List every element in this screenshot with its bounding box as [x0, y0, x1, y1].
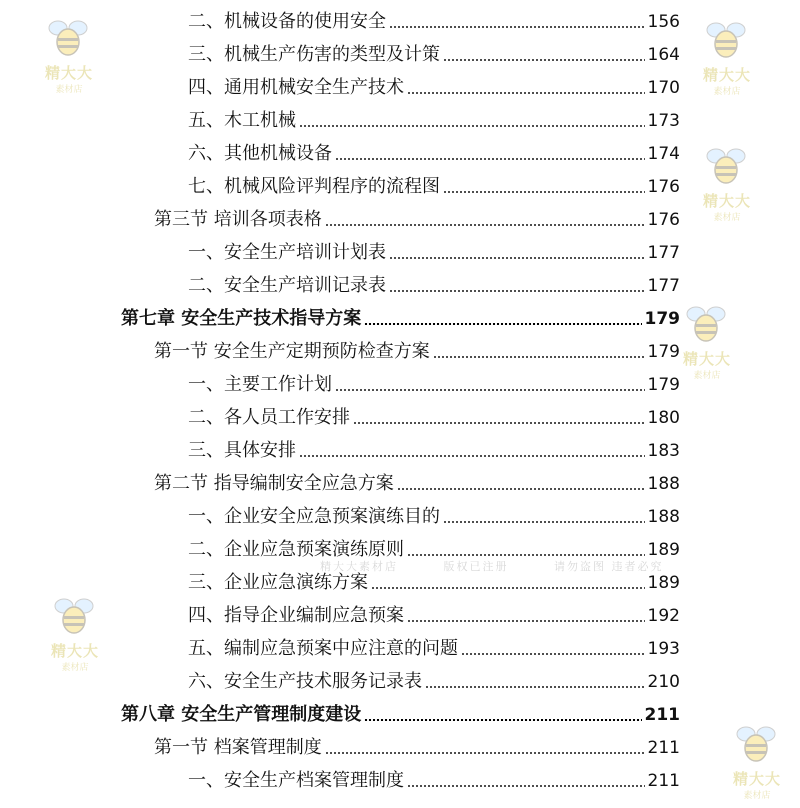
toc-entry-title: 二、企业应急预案演练原则 — [188, 539, 404, 560]
toc-entry-page: 179 — [644, 309, 680, 329]
toc-entry-page: 188 — [647, 507, 680, 527]
dot-leader — [364, 719, 641, 721]
toc-entry-title: 六、其他机械设备 — [188, 143, 332, 164]
toc-entry-page: 179 — [647, 375, 680, 395]
toc-entry-page: 170 — [647, 78, 680, 98]
dot-leader — [389, 26, 645, 28]
toc-entry-title: 五、木工机械 — [188, 110, 296, 131]
toc-entry-page: 164 — [647, 45, 680, 65]
toc-entry-page: 211 — [647, 738, 680, 758]
toc-entry-title: 一、安全生产培训计划表 — [188, 242, 386, 263]
toc-entry-section[interactable] — [154, 330, 680, 363]
toc-entry-title: 第八章 安全生产管理制度建设 — [121, 704, 362, 725]
toc-entry-item[interactable] — [188, 33, 680, 66]
dot-leader — [407, 92, 645, 94]
toc-entry-item[interactable] — [188, 594, 680, 627]
dot-leader — [335, 389, 645, 391]
toc-entry-page: 193 — [647, 639, 680, 659]
toc-entry-title: 一、企业安全应急预案演练目的 — [188, 506, 440, 527]
toc-entry-chapter[interactable] — [121, 693, 680, 726]
toc-entry-item[interactable] — [188, 99, 680, 132]
dot-leader — [407, 785, 645, 787]
toc-entry-title: 五、编制应急预案中应注意的问题 — [188, 638, 458, 659]
toc-entry-item[interactable] — [188, 396, 680, 429]
toc-entry-title: 第七章 安全生产技术指导方案 — [121, 308, 362, 329]
toc-entry-page: 176 — [647, 177, 680, 197]
toc-entry-item[interactable] — [188, 165, 680, 198]
toc-entry-title: 七、机械风险评判程序的流程图 — [188, 176, 440, 197]
toc-entry-section[interactable] — [154, 462, 680, 495]
dot-leader — [299, 455, 645, 457]
toc-entry-page: 156 — [647, 12, 680, 32]
dot-leader — [443, 59, 645, 61]
toc-entry-item[interactable] — [188, 528, 680, 561]
watermark-sub: 素材店 — [713, 87, 741, 97]
watermark-sub: 素材店 — [61, 663, 89, 673]
dot-leader — [364, 323, 641, 325]
watermark-name: 精大大 — [44, 64, 93, 82]
watermark-band-text: 请勿盗图 违者必究 — [554, 560, 664, 573]
watermark-sub: 素材店 — [713, 213, 741, 223]
toc-entry-page: 174 — [647, 144, 680, 164]
toc-entry-item[interactable] — [188, 495, 680, 528]
toc-entry-page: 177 — [647, 243, 680, 263]
watermark-sub: 素材店 — [743, 791, 771, 801]
toc-entry-page: 173 — [647, 111, 680, 131]
toc-entry-page: 188 — [647, 474, 680, 494]
toc-entry-section[interactable] — [154, 198, 680, 231]
toc-entry-title: 三、企业应急演练方案 — [188, 572, 368, 593]
toc-entry-item[interactable] — [188, 660, 680, 693]
toc-entry-title: 三、机械生产伤害的类型及计策 — [188, 44, 440, 65]
toc-entry-item[interactable] — [188, 66, 680, 99]
toc-entry-item[interactable] — [188, 231, 680, 264]
toc-entry-page: 210 — [647, 672, 680, 692]
dot-leader — [335, 158, 645, 160]
toc-entry-title: 四、通用机械安全生产技术 — [188, 77, 404, 98]
dot-leader — [443, 191, 645, 193]
toc-entry-title: 六、安全生产技术服务记录表 — [188, 671, 422, 692]
dot-leader — [443, 521, 645, 523]
toc-entry-page: 192 — [647, 606, 680, 626]
toc-entry-item[interactable] — [188, 132, 680, 165]
watermark-name: 精大大 — [682, 350, 731, 368]
dot-leader — [353, 422, 645, 424]
watermark-band-text: 版权已注册 — [443, 560, 509, 573]
dot-leader — [389, 290, 645, 292]
toc-entry-page: 189 — [647, 573, 680, 593]
dot-leader — [407, 620, 645, 622]
toc-entry-item[interactable] — [188, 627, 680, 660]
watermark-name: 精大大 — [702, 192, 751, 210]
toc-entry-title: 二、各人员工作安排 — [188, 407, 350, 428]
dot-leader — [425, 686, 645, 688]
dot-leader — [371, 587, 645, 589]
toc-entry-page: 189 — [647, 540, 680, 560]
dot-leader — [407, 554, 645, 556]
toc-entry-title: 二、机械设备的使用安全 — [188, 11, 386, 32]
dot-leader — [325, 752, 645, 754]
toc-entry-title: 第二节 指导编制安全应急方案 — [154, 473, 394, 494]
toc-entry-title: 一、安全生产档案管理制度 — [188, 770, 404, 791]
toc-entry-page: 176 — [647, 210, 680, 230]
dot-leader — [433, 356, 645, 358]
toc-entry-item[interactable] — [188, 363, 680, 396]
toc-entry-title: 四、指导企业编制应急预案 — [188, 605, 404, 626]
toc-entry-page: 211 — [644, 705, 680, 725]
toc-entry-section[interactable] — [154, 726, 680, 759]
watermark-band — [320, 558, 800, 574]
toc-entry-page: 180 — [647, 408, 680, 428]
toc-entry-item[interactable] — [188, 0, 680, 33]
toc-entry-page: 177 — [647, 276, 680, 296]
toc-entry-item[interactable] — [188, 429, 680, 462]
toc-entry-page: 211 — [647, 771, 680, 791]
toc-entry-chapter[interactable] — [121, 297, 680, 330]
watermark-name: 精大大 — [702, 66, 751, 84]
toc-entry-title: 第一节 安全生产定期预防检查方案 — [154, 341, 430, 362]
dot-leader — [461, 653, 645, 655]
dot-leader — [299, 125, 645, 127]
watermark-name: 精大大 — [732, 770, 781, 788]
toc-entry-title: 第一节 档案管理制度 — [154, 737, 322, 758]
toc-entry-title: 一、主要工作计划 — [188, 374, 332, 395]
toc-entry-title: 第三节 培训各项表格 — [154, 209, 322, 230]
toc-entry-page: 179 — [647, 342, 680, 362]
dot-leader — [389, 257, 645, 259]
toc-entry-title: 二、安全生产培训记录表 — [188, 275, 386, 296]
toc-entry-item[interactable] — [188, 264, 680, 297]
watermark-name: 精大大 — [50, 642, 99, 660]
watermark-band-text: 精大大素材店 — [320, 560, 398, 573]
watermark-sub: 素材店 — [693, 371, 721, 381]
watermark-sub: 素材店 — [55, 85, 83, 95]
toc-entry-page: 183 — [647, 441, 680, 461]
dot-leader — [325, 224, 645, 226]
dot-leader — [397, 488, 645, 490]
toc-entry-item[interactable] — [188, 759, 680, 792]
toc-entry-title: 三、具体安排 — [188, 440, 296, 461]
